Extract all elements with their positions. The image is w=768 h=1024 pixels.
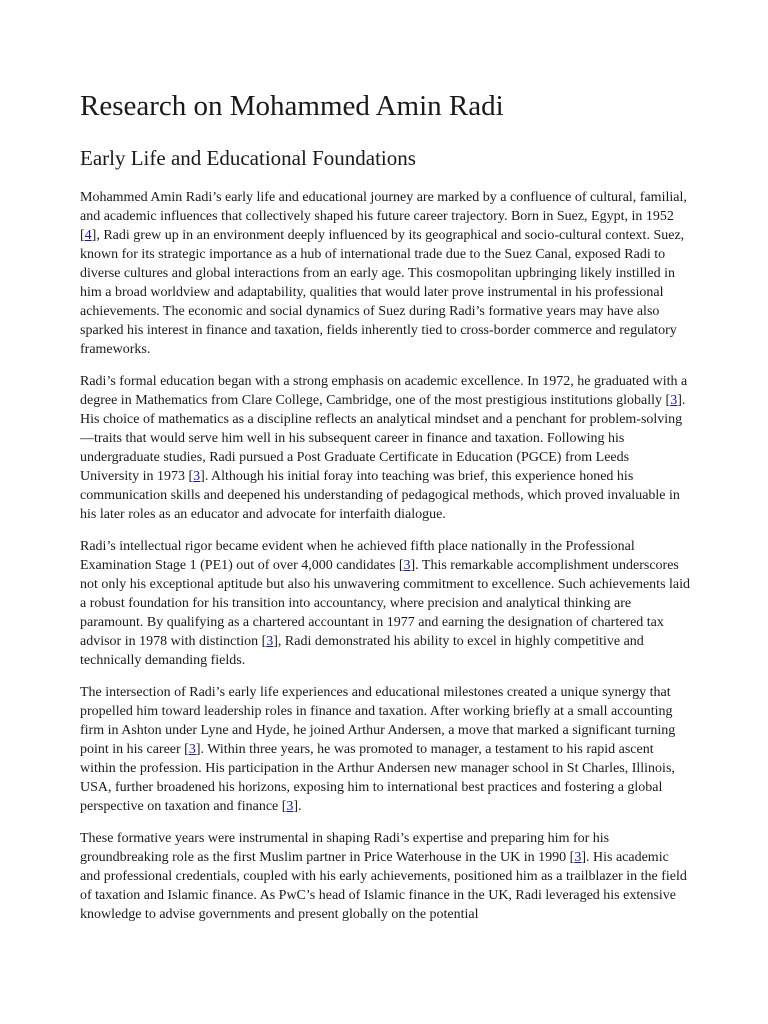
paragraph-text: ]. This remarkable accomplishment underscores not only his exceptional aptitude but also his unwavering commitment to excellence. Such achievements laid a robust foundation for his transition into accountancy, where precision and analytical thinking are paramount. By qualifying as a chartered accountant in 1977 and earning the designation of chartered tax advisor in 1978 with distinction [ bbox=[80, 558, 691, 649]
paragraph-text: ]. His academic and professional credentials, coupled with his early achievements, positioned him as a trailblazer in the field of taxation and Islamic finance. As PwC’s head of Islamic finance in the UK, Radi leveraged his extensive knowledge to advise governments and present globally on the potential bbox=[80, 850, 687, 922]
citation-link[interactable]: 3 bbox=[193, 469, 201, 484]
page-title: Research on Mohammed Amin Radi bbox=[80, 90, 504, 122]
document-page bbox=[80, 88, 690, 937]
body-paragraph bbox=[80, 683, 690, 816]
paragraph-text: ]. Within three years, he was promoted to manager, a testament to his rapid ascent within the profession. His participation in the Arthur Andersen new manager school in St Charles, Illinois, USA, further broadened his horizons, exposing him to international best practices and fostering a global perspective on taxation and finance [ bbox=[80, 742, 675, 814]
paragraph-text: ]. His choice of mathematics as a discipline reflects an analytical mindset and a penchant for problem-solving—traits that would serve him well in his subsequent career in finance and taxation. Following his undergraduate studies, Radi pursued a Post Graduate Certificate in Education (PGCE) from Leeds University in 1973 [ bbox=[80, 393, 686, 484]
citation-link[interactable]: 3 bbox=[266, 634, 274, 649]
paragraph-text: ]. Although his initial foray into teaching was brief, this experience honed his communication skills and deepened his understanding of pedagogical methods, which proved invaluable in his later roles as an educator and advocate for interfaith dialogue. bbox=[80, 469, 680, 522]
citation-link[interactable]: 3 bbox=[403, 558, 411, 573]
citation-link[interactable]: 4 bbox=[84, 228, 92, 243]
paragraph-text: The intersection of Radi’s early life experiences and educational milestones created a unique synergy that propelled him toward leadership roles in finance and taxation. After working briefly at a small accounting firm in Ashton under Lyne and Hyde, he joined Arthur Andersen, a move that marked a significant turning point in his career [ bbox=[80, 685, 676, 757]
citation-link[interactable]: 3 bbox=[670, 393, 678, 408]
paragraph-text: ]. bbox=[293, 799, 302, 814]
body-paragraph bbox=[80, 188, 690, 359]
body-paragraph bbox=[80, 537, 690, 670]
document-body bbox=[80, 188, 690, 924]
section-heading: Early Life and Educational Foundations bbox=[80, 146, 416, 170]
paragraph-text: Mohammed Amin Radi’s early life and educational journey are marked by a confluence of cultural, familial, and academic influences that collectively shaped his future career trajectory. Born in Suez, Egypt, in 1952 [ bbox=[80, 190, 687, 243]
citation-link[interactable]: 3 bbox=[286, 799, 294, 814]
paragraph-text: Radi’s formal education began with a strong emphasis on academic excellence. In 1972, he graduated with a degree in Mathematics from Clare College, Cambridge, one of the most prestigious institutions globally [ bbox=[80, 374, 688, 408]
citation-link[interactable]: 3 bbox=[188, 742, 196, 757]
body-paragraph bbox=[80, 372, 690, 524]
paragraph-text: ], Radi grew up in an environment deeply influenced by its geographical and socio-cultural context. Suez, known for its strategic importance as a hub of international trade due to the Suez Canal, exposed Radi to diverse cultures and global interactions from an early age. This cosmopolitan upbringing likely instilled in him a broad worldview and adaptability, qualities that would later prove instrumental in his professional achievements. The economic and social dynamics of Suez during Radi’s formative years may have also sparked his interest in finance and taxation, fields inherently tied to cross-border commerce and regulatory frameworks. bbox=[80, 228, 685, 357]
paragraph-text: ], Radi demonstrated his ability to excel in highly competitive and technically demanding fields. bbox=[80, 634, 644, 668]
paragraph-text: Radi’s intellectual rigor became evident when he achieved fifth place nationally in the Professional Examination Stage 1 (PE1) out of over 4,000 candidates [ bbox=[80, 539, 635, 573]
paragraph-text: These formative years were instrumental in shaping Radi’s expertise and preparing him for his groundbreaking role as the first Muslim partner in Price Waterhouse in the UK in 1990 [ bbox=[80, 831, 610, 865]
citation-link[interactable]: 3 bbox=[574, 850, 582, 865]
body-paragraph bbox=[80, 829, 690, 924]
